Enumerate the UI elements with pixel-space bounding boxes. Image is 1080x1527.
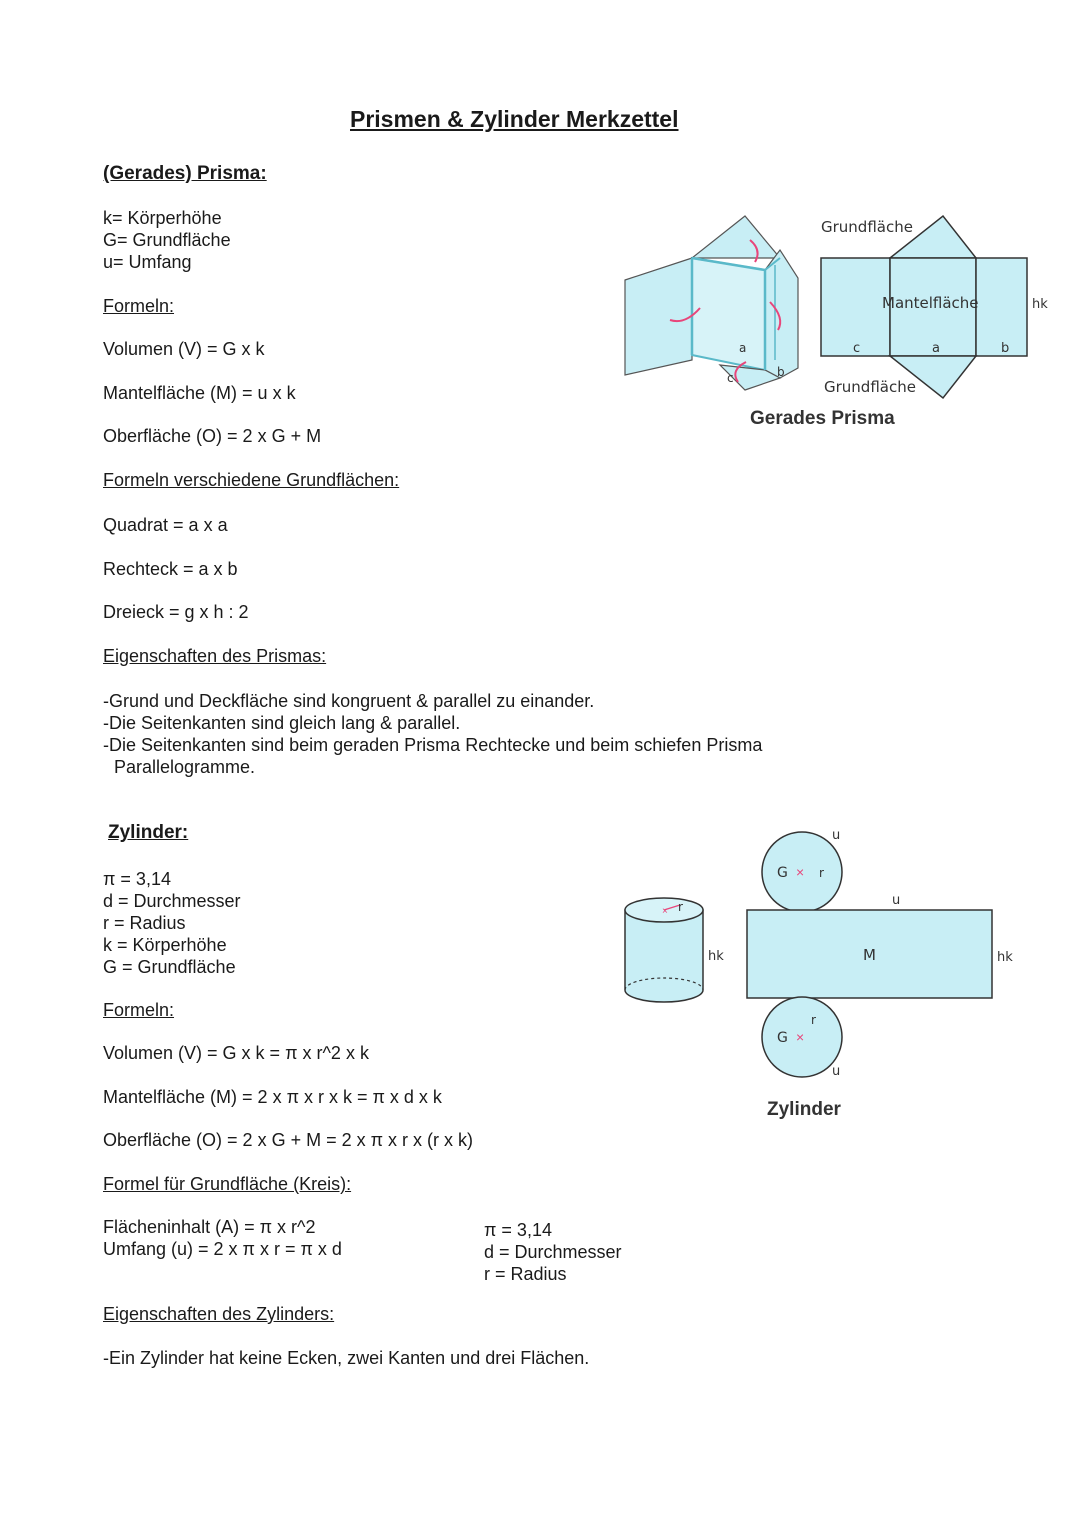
label-r: r [819,866,824,880]
prism-properties-heading: Eigenschaften des Prismas: [103,646,327,666]
definition-line: π = 3,14 [484,1220,552,1240]
cylinder-3d-figure [620,895,735,1015]
cylinder-definitions [103,868,241,978]
definition-line: G = Grundfläche [103,957,236,977]
formula-oberflaeche: Oberfläche (O) = 2 x G + M = 2 x π x r x (r x k) [103,1130,474,1150]
circle-definitions [484,1219,622,1285]
label-c: c [727,371,734,385]
label-mantelflaeche: Mantelfläche [882,294,979,312]
cylinder-figure-caption: Zylinder [767,1099,841,1120]
definition-line: G= Grundfläche [103,230,231,250]
label-c: c [853,341,861,356]
cylinder-formulas-heading: Formeln: [103,1000,175,1020]
cylinder-heading: Zylinder: [108,822,189,843]
definition-line: π = 3,14 [103,869,171,889]
center-marker-icon: × [796,864,805,880]
prism-net-figure [810,212,1060,402]
definition-line: r = Radius [103,913,186,933]
formula-mantelflaeche: Mantelfläche (M) = u x k [103,383,296,403]
cylinder-property-line: -Ein Zylinder hat keine Ecken, zwei Kanten und drei Flächen. [103,1348,590,1368]
formula-oberflaeche: Oberfläche (O) = 2 x G + M [103,426,322,446]
property-line: -Die Seitenkanten sind gleich lang & parallel. [103,713,461,733]
circle-formula-heading: Formel für Grundfläche (Kreis): [103,1174,352,1194]
formula-volume: Volumen (V) = G x k [103,339,265,359]
page-title: Prismen & Zylinder Merkzettel [350,106,679,132]
label-G: G [777,865,788,881]
formula-dreieck: Dreieck = g x h : 2 [103,602,249,622]
prism-definitions [103,207,231,273]
prism-top-triangle [692,216,780,258]
label-hk: hk [1032,297,1048,312]
label-grundflaeche-bottom: Grundfläche [824,378,916,396]
formula-rechteck: Rechteck = a x b [103,559,238,579]
definition-line: k = Körperhöhe [103,935,227,955]
definition-line: u= Umfang [103,252,192,272]
prism-left-face [625,258,692,375]
definition-line: k= Körperhöhe [103,208,222,228]
label-u: u [892,893,901,908]
label-G: G [777,1030,788,1046]
prism-figure-caption: Gerades Prisma [750,408,895,429]
property-line: -Grund und Deckfläche sind kongruent & parallel zu einander. [103,691,595,711]
label-hk: hk [997,950,1013,965]
property-line: -Die Seitenkanten sind beim geraden Prisma Rechtecke und beim schiefen Prisma [103,735,763,755]
label-M: M [863,946,876,964]
definition-line: r = Radius [484,1264,567,1284]
cylinder-properties-heading: Eigenschaften des Zylinders: [103,1304,335,1324]
cylinder-net-figure [745,825,1025,1085]
formula-volume: Volumen (V) = G x k = π x r^2 x k [103,1043,369,1063]
formula-flaecheninhalt: Flächeninhalt (A) = π x r^2 [103,1217,316,1237]
label-u: u [832,1064,841,1079]
label-a: a [932,341,940,356]
label-r: r [678,900,683,914]
circle-formulas [103,1216,342,1260]
formula-mantelflaeche: Mantelfläche (M) = 2 x π x r x k = π x d x k [103,1087,442,1107]
label-b: b [1001,341,1010,356]
label-u: u [832,828,841,843]
prism-properties [103,690,762,778]
center-marker-icon: × [796,1029,805,1045]
definition-line: d = Durchmesser [103,891,241,911]
property-line: Parallelogramme. [114,757,256,777]
prism-heading: (Gerades) Prisma: [103,163,267,184]
prism-front-face [692,258,765,370]
base-formulas-heading: Formeln verschiedene Grundflächen: [103,470,400,490]
prism-3d-figure [620,210,810,390]
formula-quadrat: Quadrat = a x a [103,515,228,535]
label-grundflaeche-top: Grundfläche [821,218,913,236]
center-marker-icon: × [662,906,668,917]
label-b: b [777,365,785,379]
label-hk: hk [708,949,724,964]
definition-line: d = Durchmesser [484,1242,622,1262]
label-a: a [739,341,747,355]
prism-formulas-heading: Formeln: [103,296,175,316]
label-r: r [811,1013,816,1027]
prism-right-face [765,250,798,378]
cylinder-body [625,910,703,1002]
formula-umfang: Umfang (u) = 2 x π x r = π x d [103,1239,342,1259]
